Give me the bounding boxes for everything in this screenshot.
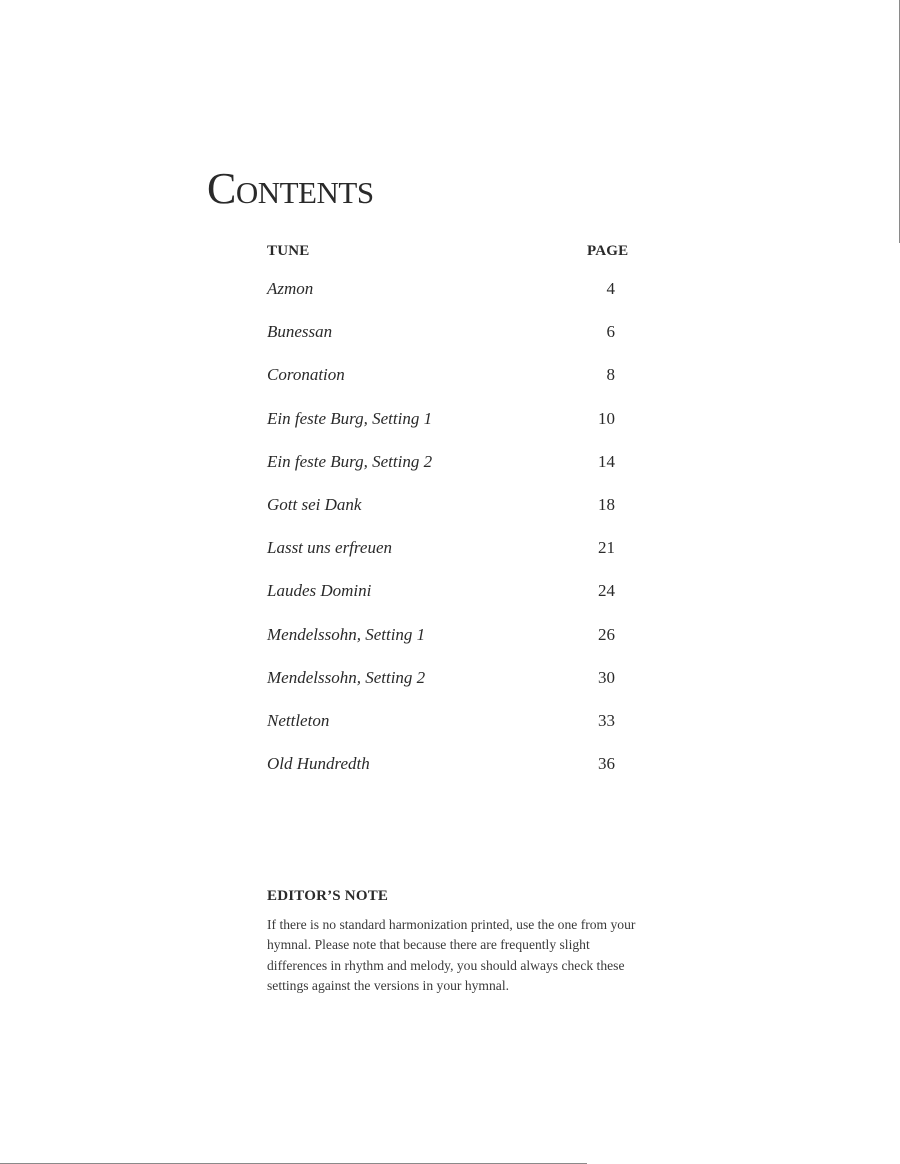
toc-tune-name: Azmon [267,279,314,298]
toc-entry[interactable] [267,624,627,667]
toc-entry[interactable] [267,321,627,364]
page-column-header: PAGE [587,243,900,1164]
toc-entry[interactable] [267,451,627,494]
toc-page-number: 36 [598,754,615,774]
toc-page-number: 18 [598,494,615,514]
editors-note-heading: EDITOR’S NOTE [267,888,389,904]
toc-entry[interactable] [267,667,627,710]
toc-entry[interactable] [267,408,627,451]
toc-page-number: 6 [606,322,615,342]
toc-page-number: 8 [606,365,615,385]
toc-page-number: 4 [606,279,615,298]
page-title: Contents [207,164,374,213]
toc-tune-name: Mendelssohn, Setting 2 [267,667,426,687]
toc-page-number: 10 [598,408,615,428]
toc-tune-name: Lasst uns erfreuen [267,538,392,558]
toc-tune-name: Ein feste Burg, Setting 1 [267,408,433,428]
toc-entry[interactable] [267,364,627,407]
toc-page-number: 30 [598,667,615,687]
toc-page-number: 21 [598,538,615,558]
toc-tune-name: Bunessan [267,322,333,342]
toc-entry[interactable] [267,710,627,753]
toc-tune-name: Nettleton [267,710,330,730]
toc-entry[interactable] [267,753,627,796]
toc-entry[interactable] [267,537,627,580]
toc-tune-name: Ein feste Burg, Setting 2 [267,451,433,471]
editors-note-body: If there is no standard harmonization printed, use the one from your hymnal. Please note that because there are frequently slight differences in rhythm and melody, you should always check these settings against the versions in your hymnal. [267,917,636,994]
toc-tune-name: Gott sei Dank [267,494,362,514]
toc-tune-name: Coronation [267,365,345,385]
tune-column-header: TUNE [267,243,310,259]
toc-page-number: 24 [598,581,615,601]
toc-page-number: 14 [598,451,615,471]
toc-page-number: 26 [598,624,615,644]
toc-entry[interactable] [267,278,627,321]
toc-tune-name: Old Hundredth [267,754,370,774]
toc-tune-name: Mendelssohn, Setting 1 [267,624,426,644]
toc-entry[interactable] [267,580,627,623]
contents-list [267,278,627,796]
toc-page-number: 33 [598,710,615,730]
toc-tune-name: Laudes Domini [267,581,372,601]
toc-entry[interactable] [267,494,627,537]
